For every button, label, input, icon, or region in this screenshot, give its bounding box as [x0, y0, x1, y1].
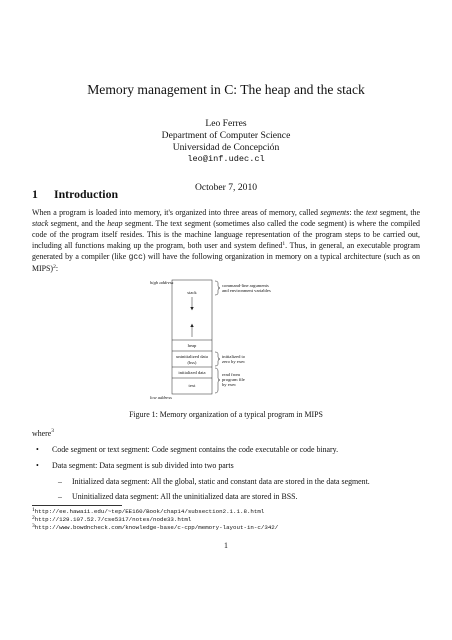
bss-label-line2: (bss) — [187, 360, 197, 365]
intro-emph-text: text — [365, 208, 378, 217]
footnote-ref: 3 — [51, 428, 55, 434]
subbullet-uninitialized — [58, 491, 422, 502]
bullet-data-segment — [36, 460, 422, 471]
intro-text: segment, and the — [48, 219, 108, 228]
footnote-url[interactable]: http://www.bowdncheck.com/knowledge-base/c-cpp/memory-layout-in-c/342/ — [34, 524, 279, 531]
read-label-line3: by exec — [222, 382, 237, 387]
section-number: 1 — [32, 187, 38, 201]
bullet-text: Code segment or text segment: Code segment contains the code executable or code binary. — [52, 445, 339, 454]
stack-growth-arrow — [190, 297, 193, 310]
subbullet-text: Initialized data segment: All the global, static and constant data are stored in the data segment. — [72, 477, 370, 486]
intro-text: ) will have the following organization in memory on a typical architecture (such as on MIPS) — [32, 252, 420, 273]
bss-label-line1: uninitialized data — [176, 354, 208, 359]
low-address-label: low address — [150, 395, 172, 400]
footnote-1 — [32, 508, 264, 516]
bullet-dot-icon: • — [36, 461, 39, 470]
author-university: Universidad de Concepción — [172, 142, 280, 153]
cmd-args-label-line2: and environment variables — [222, 288, 271, 293]
intro-emph-segments: segments — [320, 208, 350, 217]
zero-init-label-line1: initialized to — [222, 354, 246, 359]
footnote-ref: 1 — [282, 241, 286, 247]
author-department: Department of Computer Science — [161, 130, 291, 141]
footnote-number: 2 — [32, 515, 35, 521]
where-text — [32, 429, 54, 438]
intro-text: segment, the — [377, 208, 421, 217]
footnote-number: 1 — [32, 507, 35, 513]
heap-growth-arrow — [190, 324, 193, 337]
zero-init-label-line2: zero by exec — [222, 359, 246, 364]
author-name: Leo Ferres — [205, 118, 247, 129]
cmd-args-label-line1: command-line arguments — [222, 283, 269, 288]
subbullet-text: Uninitialized data segment: All the uninitialized data are stored in BSS. — [72, 492, 298, 501]
text-segment-label: text — [188, 383, 196, 388]
where-word: where — [32, 429, 52, 438]
intro-emph-stack: stack — [32, 219, 49, 228]
dash-icon: – — [58, 477, 62, 486]
figure-caption: Figure 1: Memory organization of a typical program in MIPS — [129, 410, 323, 419]
footnote-url[interactable]: http://ee.hawaii.edu/~tep/EE160/Book/chap14/subsection2.1.1.8.html — [34, 508, 265, 515]
intro-text: When a program is loaded into memory, it's organized into three areas of memory, called — [32, 208, 321, 217]
footnote-ref: 2 — [53, 264, 56, 270]
bullet-code-segment — [36, 444, 422, 455]
intro-text: segment. The text segment (sometimes also called the code segment) is where the compiled code of the program itself resides. This is the machine language representation of the program steps to be carried out, including all functions making up the program, both user and system defined — [32, 219, 420, 250]
memory-layout-figure — [148, 278, 328, 406]
bullet-text: Data segment: Data segment is sub divided into two parts — [52, 461, 234, 470]
intro-text: : the — [349, 208, 366, 217]
footnote-url[interactable]: http://129.107.52.7/cse5317/notes/node33.html — [34, 516, 192, 523]
intro-emph-heap: heap — [107, 219, 123, 228]
read-label-line1: read from — [222, 372, 240, 377]
bullet-dot-icon: • — [36, 445, 39, 454]
section-heading — [32, 187, 118, 202]
paper-date: October 7, 2010 — [194, 182, 258, 193]
footnote-2 — [32, 516, 191, 524]
page-number: 1 — [224, 541, 228, 550]
intro-paragraph — [32, 207, 420, 274]
intro-text: : — [55, 264, 59, 273]
stack-label: stack — [187, 290, 197, 295]
author-email: leo@inf.udec.cl — [187, 154, 265, 164]
paper-title: Memory management in C: The heap and the stack — [87, 82, 365, 97]
high-address-label: high address — [150, 280, 174, 285]
section-title: Introduction — [54, 187, 119, 201]
initialized-data-label: initialized data — [178, 370, 206, 375]
subbullet-initialized — [58, 476, 422, 487]
footnote-rule — [32, 505, 122, 506]
footnote-3 — [32, 524, 278, 532]
intro-text: . Thus, in general, an executable program generated by a compiler (like — [32, 241, 420, 261]
brace-icon — [215, 281, 220, 393]
footnote-number: 3 — [32, 523, 35, 529]
heap-label: heap — [187, 343, 197, 348]
intro-code-gcc: gcc — [128, 253, 143, 262]
read-label-line2: program file — [222, 377, 245, 382]
dash-icon: – — [58, 492, 62, 501]
